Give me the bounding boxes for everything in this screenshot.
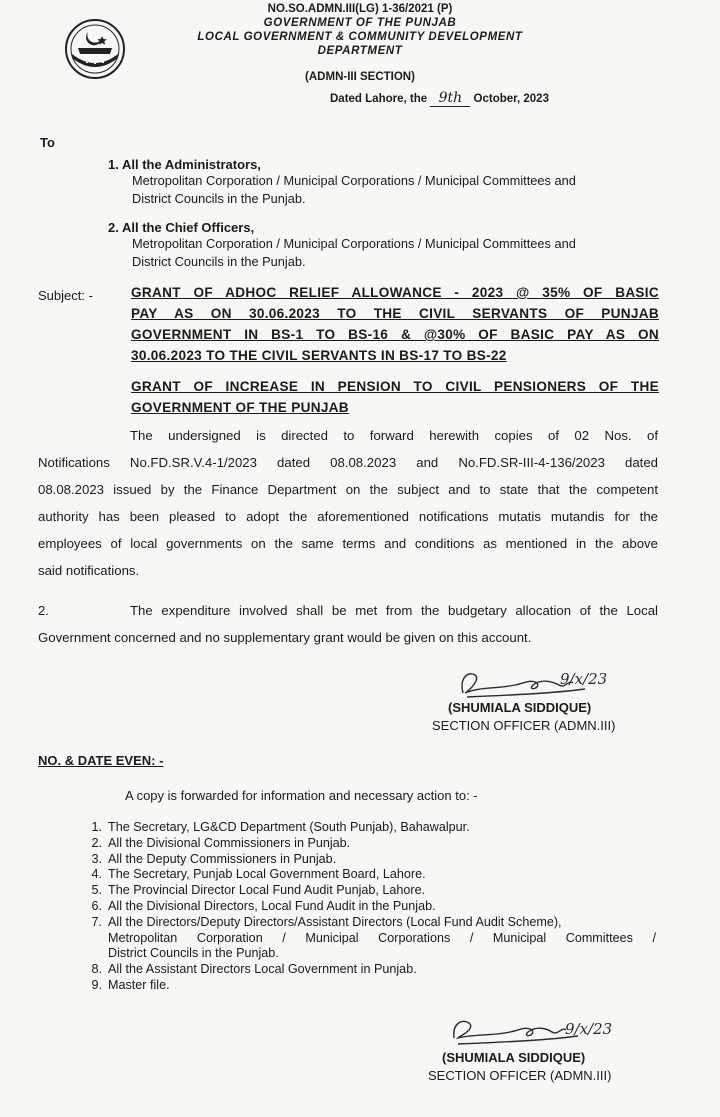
paragraph-line: Government concerned and no supplementary grant would be given on this account. <box>38 630 532 645</box>
list-item-number: 1. <box>91 820 102 834</box>
addressee-1 <box>108 157 576 208</box>
paragraph-line: Notifications No.FD.SR.V.4-1/2023 dated 08.08.2023 and No.FD.SR-III-4-136/2023 dated <box>38 455 658 470</box>
list-item-text: All the Directors/Deputy Directors/Assistant Directors (Local Fund Audit Scheme), <box>108 914 562 929</box>
paragraph-line: The undersigned is directed to forward herewith copies of 02 Nos. of <box>130 428 658 443</box>
endorsement-heading: NO. & DATE EVEN: - <box>38 753 164 768</box>
dated-prefix: Dated Lahore, the <box>330 93 428 105</box>
paragraph-line: 08.08.2023 issued by the Finance Department on the subject and to state that the competent <box>38 482 658 497</box>
department-line-2: DEPARTMENT <box>317 45 403 57</box>
paragraph-line: said notifications. <box>38 563 140 578</box>
signatory-name: (SHUMIALA SIDDIQUE) <box>448 700 592 715</box>
list-item-number: 6. <box>91 898 102 913</box>
endorsement-intro: A copy is forwarded for information and necessary action to: - <box>125 788 478 803</box>
list-item-number: 7. <box>91 914 102 929</box>
list-item <box>80 836 670 852</box>
list-item-text: District Councils in the Punjab. <box>108 946 279 961</box>
list-item <box>80 820 670 836</box>
paragraph-2 <box>38 597 658 651</box>
list-item-text: The Provincial Director Local Fund Audit Punjab, Lahore. <box>108 883 426 898</box>
list-item-text: All the Divisional Directors, Local Fund Audit in the Punjab. <box>108 898 436 913</box>
list-item-text: The Secretary, LG&CD Department (South Punjab), Bahawalpur. <box>108 820 470 834</box>
list-item <box>80 852 670 868</box>
paragraph-1 <box>38 422 658 584</box>
subject-line: GOVERNMENT OF THE PUNJAB <box>131 400 349 415</box>
addressee-number: 2. <box>108 220 119 235</box>
section-name: (ADMN-III SECTION) <box>305 71 415 83</box>
signature-scrawl-icon <box>455 667 635 701</box>
addressee-line: District Councils in the Punjab. <box>132 191 306 206</box>
dated-line <box>330 90 549 107</box>
addressee-line: Metropolitan Corporation / Municipal Corporations / Municipal Committees and <box>132 173 576 188</box>
addressee-heading: All the Chief Officers, <box>121 220 255 235</box>
signatory-title: SECTION OFFICER (ADMN.III) <box>428 1068 612 1083</box>
distribution-list <box>80 820 670 994</box>
list-item-text: The Secretary, Punjab Local Government Board, Lahore. <box>108 867 426 882</box>
to-label: To <box>40 135 55 150</box>
paragraph-line: employees of local governments on the same terms and conditions as mentioned in the above <box>38 536 658 551</box>
list-item <box>80 899 670 915</box>
paragraph-line: authority has been pleased to adopt the aforementioned notifications mutatis mutandis for the <box>38 509 658 524</box>
list-item-number: 3. <box>91 851 102 866</box>
list-item-text: All the Divisional Commissioners in Punjab. <box>108 835 351 850</box>
signature-date: 9/x/23 <box>560 670 608 688</box>
list-item-number: 4. <box>91 867 102 882</box>
list-item-text: All the Deputy Commissioners in Punjab. <box>108 851 337 866</box>
addressee-heading: All the Administrators, <box>121 157 261 172</box>
subject-block <box>131 282 659 418</box>
department-line-1: LOCAL GOVERNMENT & COMMUNITY DEVELOPMENT <box>197 31 523 43</box>
addressee-number: 1. <box>108 157 119 172</box>
paragraph-2-number: 2. <box>38 603 49 618</box>
list-item-number: 9. <box>91 977 102 992</box>
signature-date: 9/x/23 <box>565 1020 613 1038</box>
list-item-text: Master file. <box>108 977 170 992</box>
list-item <box>80 883 670 899</box>
subject-line: GRANT OF INCREASE IN PENSION TO CIVIL PENSIONERS OF THE <box>131 379 659 394</box>
list-item <box>80 915 670 962</box>
addressee-line: District Councils in the Punjab. <box>132 254 306 269</box>
signatory-title: SECTION OFFICER (ADMN.III) <box>432 718 616 733</box>
subject-line: PAY AS ON 30.06.2023 TO THE CIVIL SERVANTS OF PUNJAB <box>131 306 659 321</box>
list-item <box>80 962 670 978</box>
subject-line: GOVERNMENT IN BS-1 TO BS-16 & @30% OF BASIC PAY AS ON <box>131 327 659 342</box>
list-item-number: 5. <box>91 883 102 898</box>
government-name: GOVERNMENT OF THE PUNJAB <box>263 17 457 29</box>
list-item-text: All the Assistant Directors Local Government in Punjab. <box>108 962 417 977</box>
dated-day: 9th <box>430 90 470 107</box>
list-item <box>80 867 670 883</box>
reference-number: NO.SO.ADMN.III(LG) 1-36/2021 (P) <box>267 3 453 15</box>
paragraph-line: The expenditure involved shall be met from the budgetary allocation of the Local <box>130 603 658 618</box>
subject-line: GRANT OF ADHOC RELIEF ALLOWANCE - 2023 @ 35% OF BASIC <box>131 285 659 300</box>
subject-label: Subject: - <box>38 288 93 303</box>
list-item-number: 2. <box>91 835 102 850</box>
subject-line: 30.06.2023 TO THE CIVIL SERVANTS IN BS-17 TO BS-22 <box>131 348 507 363</box>
addressee-2 <box>108 220 576 271</box>
list-item-number: 8. <box>91 962 102 977</box>
dated-suffix: October, 2023 <box>473 93 549 105</box>
addressee-line: Metropolitan Corporation / Municipal Corporations / Municipal Committees and <box>132 236 576 251</box>
list-item-text: Metropolitan Corporation / Municipal Corporations / Municipal Committees / <box>108 930 656 945</box>
list-item <box>80 978 670 994</box>
signatory-name: (SHUMIALA SIDDIQUE) <box>442 1050 586 1065</box>
